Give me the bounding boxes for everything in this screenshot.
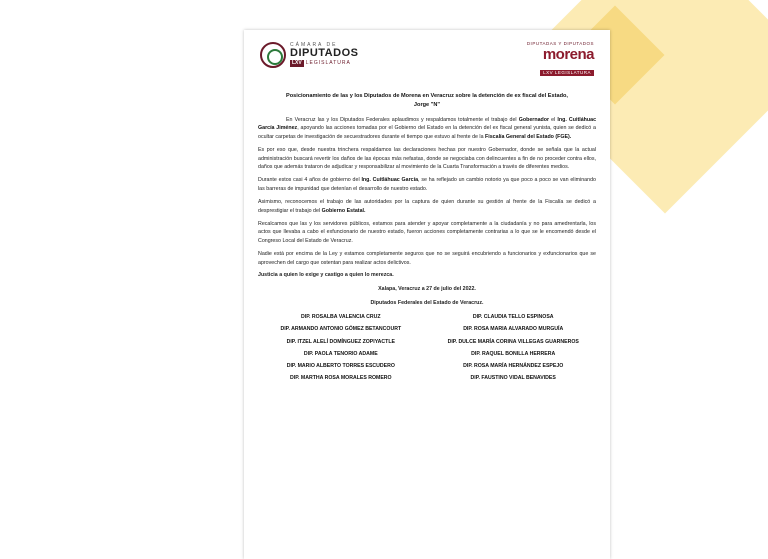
signer-name: DIP. MARTHA ROSA MORALES ROMERO [290, 375, 392, 382]
logo-camara-text: CÁMARA DE [290, 42, 338, 48]
signer-name: DIP. ITZEL ALELÍ DOMÍNGUEZ ZOPIYACTLE [286, 338, 395, 345]
signers-right-column [430, 314, 596, 387]
signer-name: DIP. ARMANDO ANTONIO GÓMEZ BETANCOURT [280, 326, 402, 333]
signers-left-column [258, 314, 424, 387]
signer-name: DIP. ROSA MARÍA HERNÁNDEZ ESPEJO [463, 362, 564, 369]
signer-name: DIP. MARIO ALBERTO TORRES ESCUDERO [286, 362, 395, 369]
signer-name: DIP. PAOLA TENORIO ADAME [303, 350, 378, 357]
paragraph-6: Nadie está por encima de la Ley y estamos completamente seguros que no se seguirá encubriendo a funcionarios y exfuncionarios que se aprovechen del cargo que ostentan para realizar actos delictivos. [258, 251, 596, 266]
morena-logo [527, 42, 594, 78]
document-header [258, 40, 596, 84]
national-seal-icon [260, 42, 286, 68]
logo-diputados-text: DIPUTADOS [290, 47, 359, 59]
morena-subtitle: DIPUTADAS Y DIPUTADOS [526, 41, 594, 46]
place-date: Xalapa, Veracruz a 27 de julio del 2022. [378, 286, 476, 293]
camara-diputados-logo [260, 42, 358, 68]
closing-statement: Justicia a quien lo exige y castigo a quien lo merezca. [258, 272, 394, 279]
signer-name: DIP. DULCE MARÍA CORINA VILLEGAS GUARNEROS [447, 338, 579, 345]
signer-name: DIP. RAQUEL BONILLA HERRERA [471, 350, 556, 357]
paragraph-3: Durante estos casi 4 años de gobierno del Ing. Cuitláhuac García, se ha reflejado un cambio notorio ya que poco a poco se van eliminando las barreras de impunidad que detenían el desarrollo de nuestro estado. [258, 177, 596, 192]
signer-name: DIP. ROSA MARIA ALVARADO MURGUÍA [463, 326, 564, 333]
signers-heading: Diputados Federales del Estado de Veracruz. [370, 300, 484, 307]
signer-name: DIP. ROSALBA VALENCIA CRUZ [301, 314, 381, 321]
paragraph-1: En Veracruz las y los Diputados Federales aplaudimos y respaldamos totalmente el trabajo del Gobernador el Ing. Cuitláhuac García Jiménez, apoyando las acciones tomadas por el Gobierno del Estado en la detención del ex fiscal general yunista, quien se dedicó a ocultar carpetas de investigación de secuestradores durante el tiempo que estuvo al frente de la Fiscalía General del Estado (FGE). [258, 117, 597, 140]
paragraph-2: Es por eso que, desde nuestra trinchera respaldamos las declaraciones hechas por nuestro Gobernador, donde se señala que la actual administración buscará revertir los daños de las épocas más nefastas, donde se negociaba con delincuentes a fin de no proceder contra ellos, daños que además trataron de adjudicar y responsabilizar al movimiento de la Cuarta Transformación a través de diferentes medios. [258, 147, 596, 171]
logo-lxv-badge: LXV [292, 60, 302, 66]
signer-name: DIP. FAUSTINO VIDAL BENAVIDES [470, 375, 556, 382]
morena-wordmark: morena [542, 45, 594, 63]
logo-legislatura-text: LEGISLATURA [305, 60, 351, 66]
paragraph-5: Recalcamos que las y los servidores públicos, estamos para atender y apoyar completamente a la ciudadanía y no para amedrentarla, los actos que llevaba a cabo el exfuncionario de nuestro estado, fueron acciones completamente contrarias a lo que se le encomendó desde el Congreso Local del Estado de Veracruz. [258, 221, 596, 244]
document-page [244, 30, 610, 559]
document-title: Posicionamiento de las y los Diputados de Morena en Veracruz sobre la detención de ex fiscal del Estado, Jorge "N" [286, 93, 568, 108]
signatures [258, 314, 596, 387]
morena-legislatura-badge: LXV LEGISLATURA [540, 70, 594, 77]
paragraph-4: Asimismo, reconocemos el trabajo de las autoridades por la captura de quien durante su gestión al frente de la Fiscalía se dedicó a desprestigiar el trabajo del Gobierno Estatal. [258, 199, 596, 214]
signer-name: DIP. CLAUDIA TELLO ESPINOSA [472, 314, 554, 321]
